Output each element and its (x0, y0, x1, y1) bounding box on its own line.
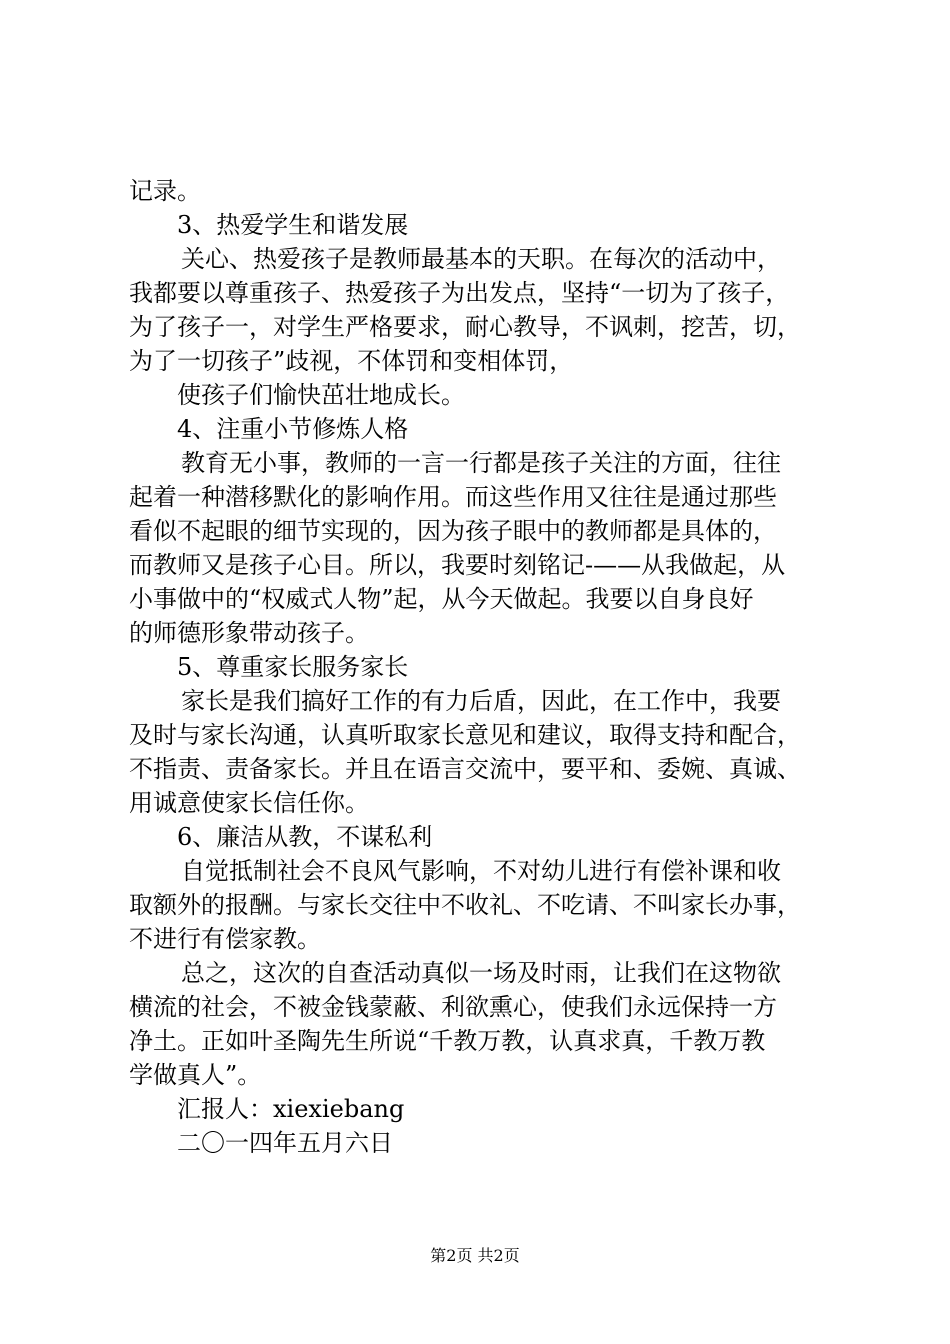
text-line: 学做真人”。 (129, 1061, 262, 1089)
section-heading: 5、尊重家长服务家长 (177, 653, 409, 681)
text-line: 关心、热爱孩子是教师最基本的天职。在每次的活动中， (181, 245, 781, 273)
text-line: 教育无小事，教师的一言一行都是孩子关注的方面，往往 (181, 449, 781, 477)
text-line: 为了一切孩子”歧视，不体罚和变相体罚， (129, 347, 574, 375)
text-line: 使孩子们愉快茁壮地成长。 (177, 381, 465, 409)
section-heading: 3、热爱学生和谐发展 (177, 211, 409, 239)
section-heading: 4、注重小节修炼人格 (177, 415, 409, 443)
reporter-line: 汇报人：xiexiebang (177, 1095, 405, 1123)
text-line: 看似不起眼的细节实现的，因为孩子眼中的教师都是具体的， (129, 517, 777, 545)
text-line: 记录。 (129, 177, 201, 205)
text-line: 我都要以尊重孩子、热爱孩子为出发点，坚持“一切为了孩子， (129, 279, 790, 307)
text-line: 不进行有偿家教。 (129, 925, 321, 953)
text-line: 而教师又是孩子心目。所以，我要时刻铭记-——从我做起，从 (129, 551, 786, 579)
section-heading: 6、廉洁从教，不谋私利 (177, 823, 433, 851)
text-line: 为了孩子一，对学生严格要求，耐心教导，不讽刺，挖苦，切， (129, 313, 801, 341)
text-line: 总之，这次的自查活动真似一场及时雨，让我们在这物欲 (181, 959, 781, 987)
text-line: 横流的社会，不被金钱蒙蔽、利欲熏心，使我们永远保持一方 (129, 993, 777, 1021)
text-line: 不指责、责备家长。并且在语言交流中，要平和、委婉、真诚、 (129, 755, 801, 783)
page-footer: 第2页 共2页 (430, 1246, 520, 1265)
text-line: 及时与家长沟通，认真听取家长意见和建议，取得支持和配合， (129, 721, 801, 749)
date-line: 二〇一四年五月六日 (177, 1129, 393, 1157)
text-line: 起着一种潜移默化的影响作用。而这些作用又往往是通过那些 (129, 483, 777, 511)
text-line: 用诚意使家长信任你。 (129, 789, 369, 817)
text-line: 自觉抵制社会不良风气影响，不对幼儿进行有偿补课和收 (181, 857, 781, 885)
text-line: 取额外的报酬。与家长交往中不收礼、不吃请、不叫家长办事， (129, 891, 801, 919)
text-line: 的师德形象带动孩子。 (129, 619, 369, 647)
text-line: 净土。正如叶圣陶先生所说“千教万教，认真求真，千教万教 (129, 1027, 766, 1055)
text-line: 家长是我们搞好工作的有力后盾，因此，在工作中，我要 (181, 687, 781, 715)
text-line: 小事做中的“权威式人物”起，从今天做起。我要以自身良好 (129, 585, 754, 613)
